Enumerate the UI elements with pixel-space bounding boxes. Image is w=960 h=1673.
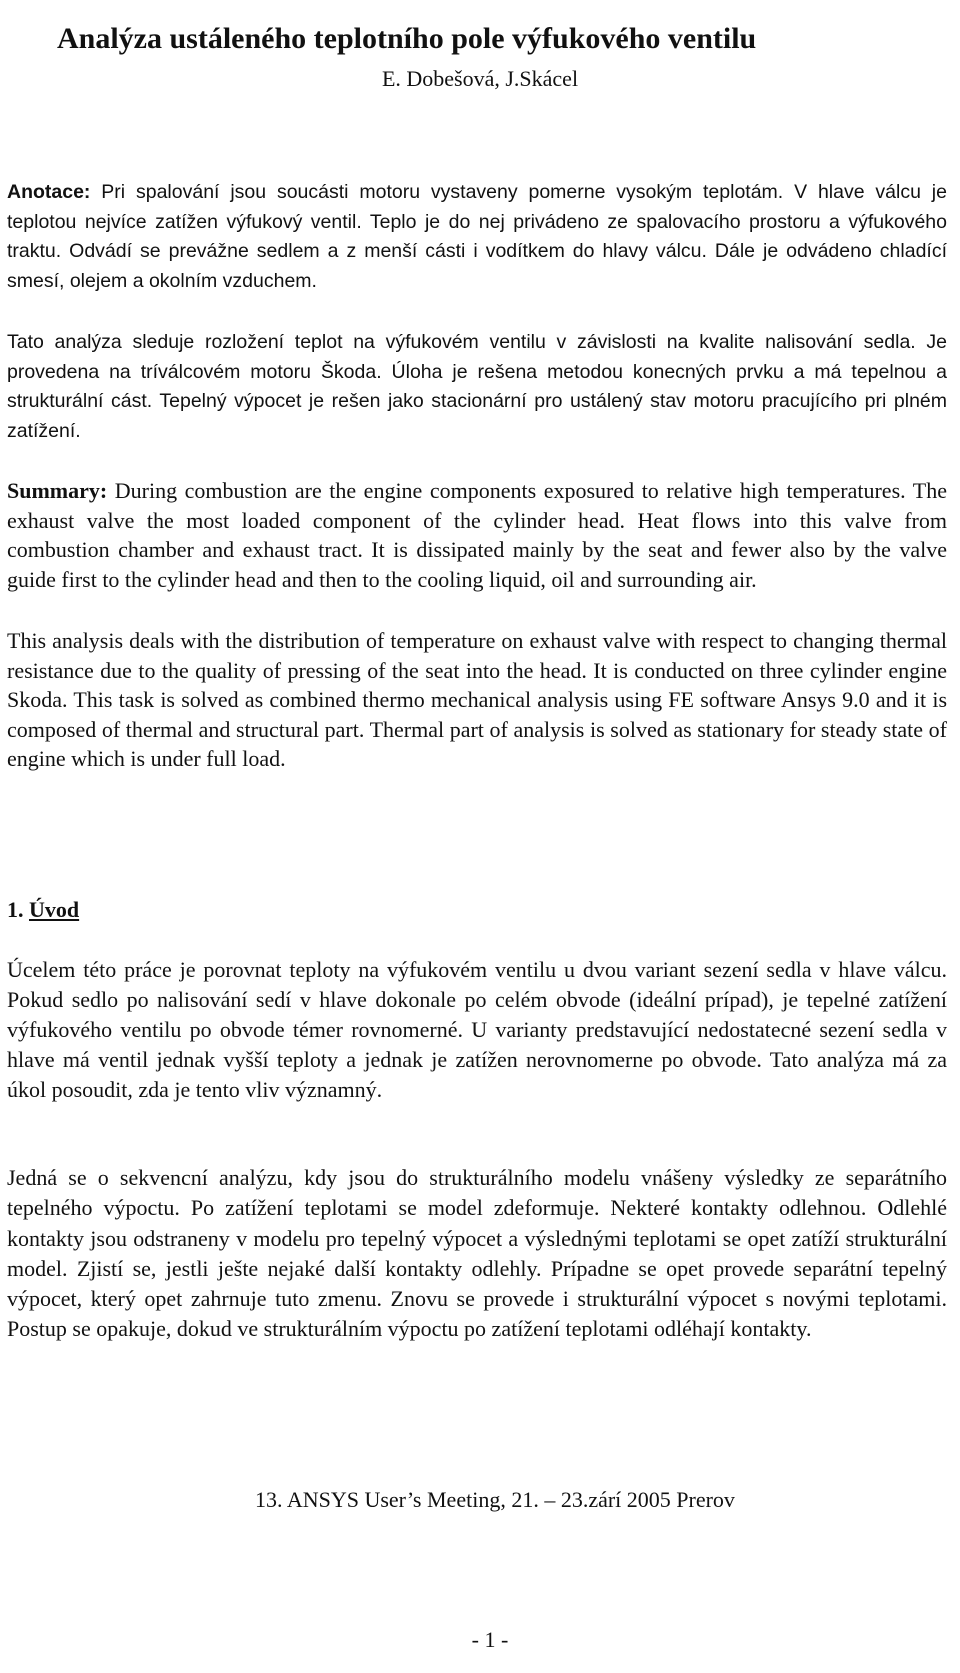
summary-paragraph-2 bbox=[7, 626, 947, 774]
authors: E. Dobešová, J.Skácel bbox=[381, 66, 579, 91]
intro-paragraph-2 bbox=[7, 1163, 947, 1345]
abstract-cz-paragraph-1 bbox=[7, 178, 947, 296]
section-heading bbox=[7, 896, 79, 924]
paper-title: Analýza ustáleného teplotního pole výfukového ventilu bbox=[57, 22, 757, 56]
summary-text-1: During combustion are the engine components exposured to relative high temperatures. The exhaust valve the most loaded component of the cylinder head. Heat flows into this valve from combustion chamber and exhaust tract. It is dissipated mainly by the seat and fewer also by the valve guide first to the cylinder head and then to the cooling liquid, oil and surrounding air. bbox=[7, 478, 947, 592]
intro-paragraph-1 bbox=[7, 955, 947, 1105]
summary-paragraph-1 bbox=[7, 476, 947, 594]
abstract-cz-label: Anotace: bbox=[7, 181, 91, 203]
summary-label: Summary: bbox=[7, 478, 108, 503]
intro-text-1: Úcelem této práce je porovnat teploty na výfukovém ventilu u dvou variant sezení sedla v hlave válcu. Pokud sedlo po nalisování sedí v hlave dokonale po celém obvode (ideální prípad), je tepelné zatížení výfukového ventilu po obvode témer rovnomerné. U varianty predstavující nedostatecné sezení sedla v hlave má ventil jednak vyšší teploty a jednak je zatížen nerovnomerne po obvode. Tato analýza má za úkol posoudit, zda je tento vliv významný. bbox=[7, 957, 947, 1102]
section-title: Úvod bbox=[29, 897, 80, 922]
abstract-cz-paragraph-2 bbox=[7, 328, 947, 446]
section-number: 1. bbox=[7, 897, 29, 922]
abstract-cz-text-2: Tato analýza sleduje rozložení teplot na výfukovém ventilu v závislosti na kvalite nalisování sedla. Je provedena na tríválcovém motoru Škoda. Úloha je rešena metodou konecných prvku a má tepelnou a strukturální cást. Tepelný výpocet je rešen jako stacionární pro ustálený stav motoru pracujícího pri plném zatížení. bbox=[7, 331, 947, 442]
conference-footer: 13. ANSYS User’s Meeting, 21. – 23.zárí 2005 Prerov bbox=[255, 1487, 735, 1512]
abstract-cz-text-1: Pri spalování jsou soucásti motoru vystaveny pomerne vysokým teplotám. V hlave válcu je teplotou nejvíce zatížen výfukový ventil. Teplo je do nej privádeno ze spalovacího prostoru a výfukového traktu. Odvádí se prevážne sedlem a z menší cásti i vodítkem do hlavy válcu. Dále je odvádeno chladící smesí, olejem a okolním vzduchem. bbox=[7, 181, 947, 292]
intro-text-2: Jedná se o sekvencní analýzu, kdy jsou do strukturálního modelu vnášeny výsledky ze separátního tepelného výpoctu. Po zatížení teplotami se model zdeformuje. Nekteré kontakty odlehnou. Odlehlé kontakty jsou odstraneny v modelu pro tepelný výpocet a výslednými teplotami se opet zatíží strukturální model. Zjistí se, jestli ješte nejaké další kontakty odlehly. Prípadne se opet provede separátní tepelný výpocet, který opet zahrnuje tuto zmenu. Znovu se provede i strukturální výpocet s novými teplotami. Postup se opakuje, dokud ve strukturálním výpoctu po zatížení teplotami odléhají kontakty. bbox=[7, 1165, 947, 1342]
summary-text-2: This analysis deals with the distribution of temperature on exhaust valve with respect to changing thermal resistance due to the quality of pressing of the seat into the head. It is conducted on three cylinder engine Skoda. This task is solved as combined thermo mechanical analysis using FE software Ansys 9.0 and it is composed of thermal and structural part. Thermal part of analysis is solved as stationary for steady state of engine which is under full load. bbox=[7, 628, 947, 772]
page-number: - 1 - bbox=[471, 1627, 509, 1652]
